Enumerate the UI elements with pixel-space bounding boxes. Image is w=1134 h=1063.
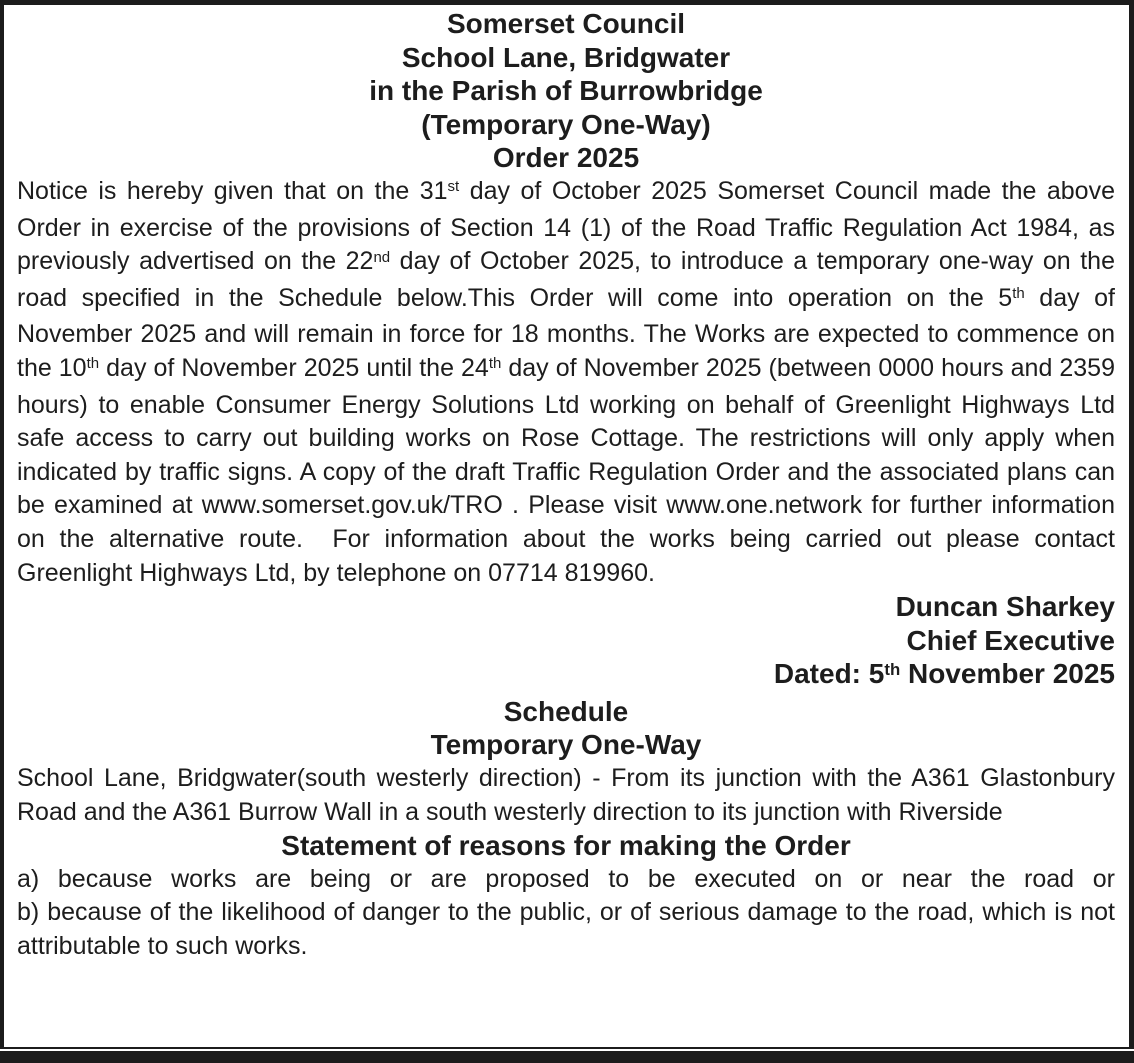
signature-role: Chief Executive xyxy=(906,624,1115,656)
schedule-body-paragraph: School Lane, Bridgwater(south westerly direction) - From its junction with the A361 Glastonbury Road and the A361 Burrow Wall in a south westerly direction to its junction with Riverside xyxy=(17,764,1115,826)
title-line-authority: Somerset Council xyxy=(446,8,686,39)
reasons-heading: Statement of reasons for making the Order xyxy=(281,830,851,862)
reason-item-a: a) because works are being or are proposed to be executed on or near the road or xyxy=(17,864,1115,893)
signature-date: Dated: 5th November 2025 xyxy=(773,658,1115,690)
title-line-road: School Lane, Bridgwater xyxy=(401,41,731,73)
reason-item-b: b) because of the likelihood of danger to the public, or of serious damage to the road, which is not attributable to such works. xyxy=(17,898,1115,961)
signature-name: Duncan Sharkey xyxy=(895,591,1115,623)
title-line-restriction: (Temporary One-Way) xyxy=(421,108,711,140)
schedule-heading: Schedule xyxy=(503,695,629,727)
title-line-order: Order 2025 xyxy=(492,142,640,174)
bottom-rule xyxy=(0,1051,1134,1063)
schedule-subheading: Temporary One-Way xyxy=(430,729,702,761)
title-line-parish: in the Parish of Burrowbridge xyxy=(369,75,763,107)
notice-body-paragraph: Notice is hereby given that on the 31st day of October 2025 Somerset Council made the above Order in exercise of the provisions of Section 14 (1) of the Road Traffic Regulation Act 1984, as previously advertised on the 22nd day of October 2025, to introduce a temporary one-way on the road specified in the Schedule below.This Order will come into operation on the 5th day of November 2025 and will remain in force for 18 months. The Works are expected to commence on the 10th day of November 2025 until the 24th day of November 2025 (between 0000 hours and 2359 hours) to enable Consumer Energy Solutions Ltd working on behalf of Greenlight Highways Ltd safe access to carry out building works on Rose Cottage. The restrictions will only apply when indicated by traffic signs. A copy of the draft Traffic Regulation Order and the associated plans can be examined at www.somerset.gov.uk/TRO . Please visit www.one.network for further information on the alternative route. For information about the works being carried out please contact Greenlight Highways Ltd, by telephone on 07714 819960. xyxy=(17,176,1115,587)
